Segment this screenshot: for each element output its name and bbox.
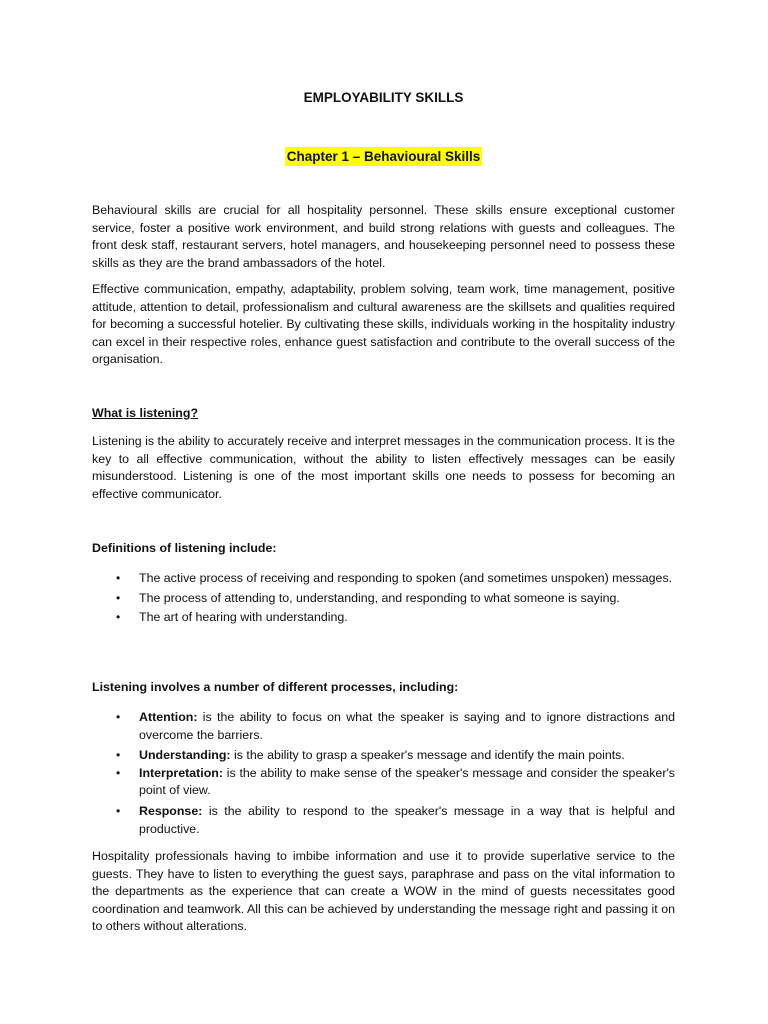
process-text: is the ability to focus on what the speaker is saying and to ignore distractions and overcome the barriers.: [139, 710, 675, 742]
process-text: is the ability to respond to the speaker's message in a way that is helpful and productive.: [139, 803, 675, 836]
list-item: [92, 570, 675, 588]
bullet-icon: •: [116, 748, 121, 763]
list-item: [92, 765, 675, 800]
process-term: Understanding:: [139, 748, 231, 763]
section-heading-what-is-listening: What is listening?: [92, 406, 199, 420]
section-heading-processes: Listening involves a number of different processes, including:: [92, 680, 459, 694]
closing-paragraph: Hospitality professionals having to imbibe information and use it to provide superlative service to the guests. They have to listen to everything the guest says, paraphrase and pass on the vital information to the departments as the experience that can create a WOW in the mind of guests necessitates good coordination and teamwork. All this can be achieved by understanding the message right and passing it on to others without alterations.: [92, 849, 675, 934]
list-item: [92, 609, 675, 627]
bullet-icon: •: [116, 710, 121, 724]
bullet-icon: •: [116, 765, 121, 780]
list-item: [92, 709, 675, 744]
list-item: [92, 590, 675, 608]
bullet-icon: •: [116, 803, 121, 818]
chapter-title: Chapter 1 – Behavioural Skills: [286, 149, 481, 164]
definition-text: The process of attending to, understanding, and responding to what someone is saying.: [139, 590, 620, 605]
bullet-icon: •: [116, 610, 121, 625]
chapter-heading-wrap: [92, 147, 675, 166]
definition-text: The active process of receiving and responding to spoken (and sometimes unspoken) messages.: [139, 571, 673, 585]
process-term: Response:: [139, 803, 203, 818]
definition-text: The art of hearing with understanding.: [139, 610, 348, 625]
intro-paragraph-2: Effective communication, empathy, adaptability, problem solving, team work, time management, positive attitude, attention to detail, professionalism and cultural awareness are the skillsets and qualities required for becoming a successful hotelier. By cultivating these skills, individuals working in the hospitality industry can excel in their respective roles, enhance guest satisfaction and contribute to the overall success of the organisation.: [92, 282, 675, 367]
document-title: EMPLOYABILITY SKILLS: [303, 90, 464, 105]
bullet-icon: •: [116, 571, 121, 585]
intro-paragraph-1: Behavioural skills are crucial for all hospitality personnel. These skills ensure exceptional customer service, foster a positive work environment, and build strong relations with guests and colleagues. The front desk staff, restaurant servers, hotel managers, and housekeeping personnel need to possess these skills as they are the brand ambassadors of the hotel.: [92, 203, 675, 270]
section-heading-definitions: Definitions of listening include:: [92, 541, 277, 555]
process-text: is the ability to grasp a speaker's message and identify the main points.: [230, 748, 625, 763]
process-term: Attention:: [139, 710, 198, 724]
list-item: [92, 747, 675, 765]
definitions-list: [92, 570, 675, 627]
processes-list: [92, 709, 675, 838]
bullet-icon: •: [116, 590, 121, 605]
process-term: Interpretation:: [139, 765, 223, 780]
listening-paragraph: Listening is the ability to accurately receive and interpret messages in the communication process. It is the key to all effective communication, without the ability to listen effectively messages can be easily misunderstood. Listening is one of the most important skills one needs to possess for becoming an effective communicator.: [92, 434, 675, 501]
process-text: is the ability to make sense of the speaker's message and consider the speaker's point of view.: [139, 765, 675, 798]
list-item: [92, 803, 675, 838]
